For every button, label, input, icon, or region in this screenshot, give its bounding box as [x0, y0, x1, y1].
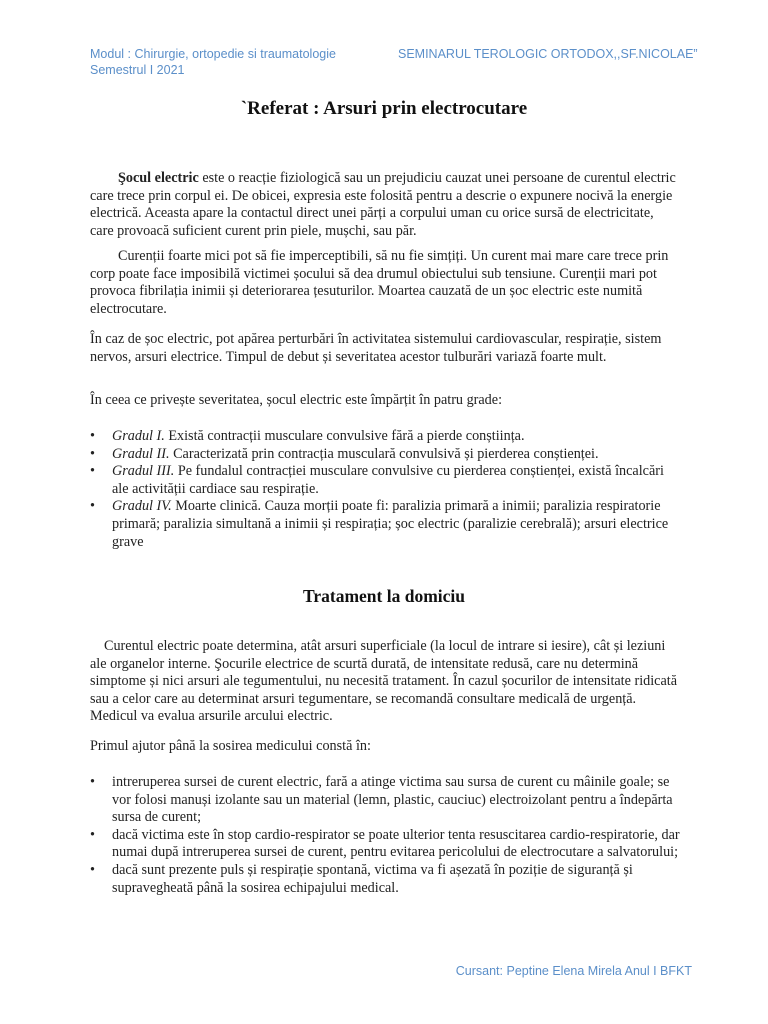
paragraph-treatment-text: Curentul electric poate determina, atât arsuri superficiale (la locul de intrare si iesire), cât și leziuni ale organelor interne. Şocurile electrice de scurtă durată, de intensitate redusă, care nu determină simptome și nici arsuri ale tegumentului, nu necesită tratament. În cazul șocurilor de intensitate ridicată sau a celor care au determinat arsuri tegumentare, se recomandă consultare medicală de urgență. Medicul va evalua arsurile arcului electric.	[90, 638, 678, 725]
grade-item	[90, 428, 680, 446]
paragraph-severity-text: În ceea ce privește severitatea, șocul electric este împărțit în patru grade:	[90, 392, 503, 408]
grade-text: Caracterizată prin contracția musculară convulsivă și pierderea conștienței.	[169, 445, 599, 462]
grade-name: Gradul II.	[112, 445, 170, 462]
grade-name: Gradul IV.	[112, 498, 172, 515]
paragraph-currents-text: Curenții foarte mici pot să fie imperceptibili, să nu fie simțiți. Un curent mai mare care trece prin corp poate face imposibilă victimei șocului să dea drumul obiectului sub tensiune. Curenții mari pot provoca fibrilația inimii și deteriorarea țesuturilor. Moartea cauzată de un șoc electric este numită electrocutare.	[90, 248, 669, 317]
grade-name: Gradul III.	[112, 463, 175, 480]
paragraph-effects	[90, 331, 678, 366]
footer-author: Cursant: Peptine Elena Mirela Anul I BFKT	[455, 964, 692, 978]
first-aid-list	[90, 774, 680, 897]
paragraph-first-aid-intro-text: Primul ajutor până la sosirea medicului constă în:	[90, 738, 371, 754]
intro-text: este o reacție fiziologică sau un prejudiciu cauzat unei persoane de curentul electric care trece prin corpul ei. De obicei, expresia este folosită pentru a descrie o expunere nocivă la energie electrică. Aceasta apare la contactul direct unei părți a corpului uman cu orice sursă de electricitate, care provoacă suficient curent prin piele, mușchi, sau păr.	[90, 170, 676, 239]
paragraph-treatment	[90, 638, 678, 726]
module-line: Modul : Chirurgie, ortopedie si traumatologie	[90, 47, 336, 61]
paragraph-first-aid-intro	[90, 738, 678, 756]
grade-text: Pe fundalul contracției musculare convulsive cu pierderea conștienței, există încalcări ale activității cardiace sau respirație.	[112, 463, 664, 497]
grade-name: Gradul I.	[112, 428, 165, 444]
grade-text: Există contracții musculare convulsive fără a pierde conștiința.	[164, 428, 525, 444]
grade-item	[90, 463, 680, 498]
intro-lead-term: Şocul electric	[118, 170, 199, 186]
semester-line: Semestrul I 2021	[90, 63, 185, 77]
grade-item	[90, 446, 680, 464]
paragraph-currents	[90, 248, 678, 318]
paragraph-severity	[90, 392, 678, 410]
grade-text: Moarte clinică. Cauza morții poate fi: paralizia primară a inimii; paralizia respiratorie primară; paralizia simultană a inimii și respirația; șoc electric (paralizie cerebrală); arsuri electrice grave	[112, 498, 669, 550]
first-aid-item: • intreruperea sursei de curent electric, fară a atinge victima sau sursa de curent cu mâinile goale; se vor folosi manuși izolante sau un material (lemn, plastic, cauciuc) electroizolant pentru a îndepărta sursa de curent;	[90, 774, 680, 827]
section-title: Tratament la domiciu	[302, 586, 466, 606]
first-aid-item: • dacă victima este în stop cardio-respirator se poate ulterior tenta resuscitarea cardio-respiratorie, dar numai după intreruperea sursei de curent, pentru evitarea pericolului de electrocutare a salvatorului;	[90, 827, 680, 862]
first-aid-item: • dacă sunt prezente puls și respirație spontană, victima va fi așezată în poziție de siguranță și supravegheată până la sosirea echipajului medical.	[90, 862, 680, 897]
paragraph-effects-text: În caz de șoc electric, pot apărea perturbări în activitatea sistemului cardiovascular, respirație, sistem nervos, arsuri electrice. Timpul de debut și severitatea acestor tulburări variază foarte mult.	[90, 331, 662, 365]
document-title: `Referat : Arsuri prin electrocutare	[240, 98, 528, 119]
header-module-info	[90, 46, 336, 78]
institution-name: SEMINARUL TEROLOGIC ORTODOX,,SF.NICOLAE”	[398, 47, 698, 61]
intro-paragraph	[90, 170, 678, 240]
grade-item	[90, 498, 680, 551]
grades-list	[90, 428, 680, 551]
